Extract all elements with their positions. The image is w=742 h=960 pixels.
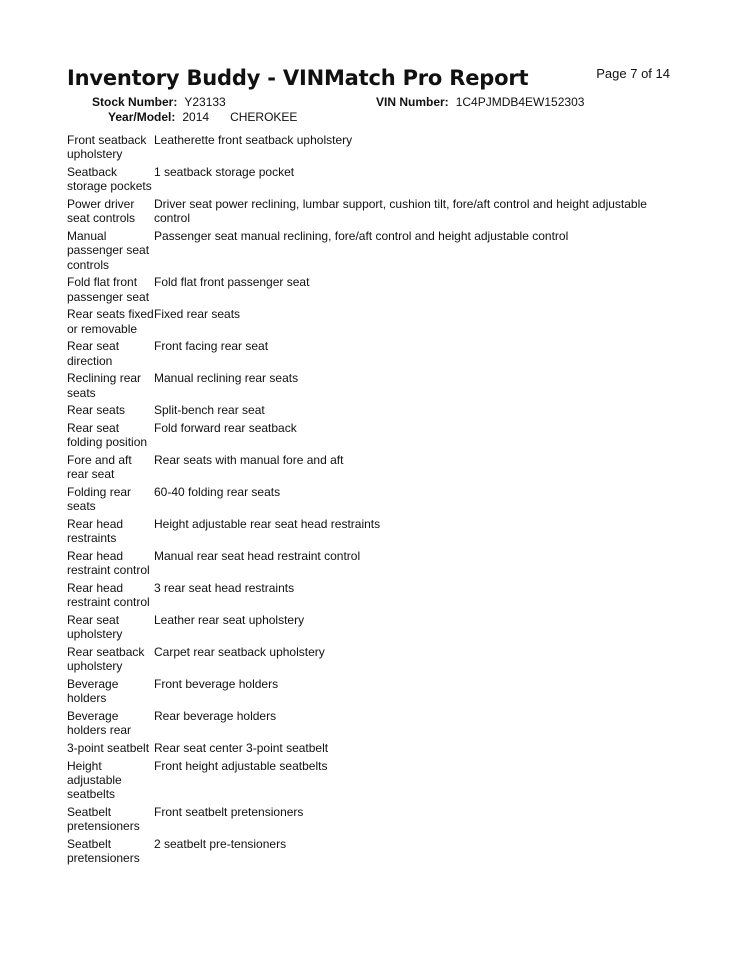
report-title: Inventory Buddy - VINMatch Pro Report [67, 66, 529, 90]
spec-label: 3-point seatbelt [67, 741, 150, 755]
spec-value: Leather rear seat upholstery [154, 613, 305, 627]
spec-label: Power driver seat controls [67, 197, 136, 226]
spec-label: Beverage holders rear [67, 709, 132, 738]
spec-value: Carpet rear seatback upholstery [154, 645, 325, 659]
spec-row [67, 613, 677, 642]
spec-row [67, 485, 677, 514]
stock-number-label: Stock Number: [92, 95, 178, 109]
spec-label: Rear seat upholstery [67, 613, 123, 642]
spec-value: Fold flat front passenger seat [154, 275, 310, 290]
spec-row [67, 709, 677, 738]
spec-value: Front beverage holders [154, 677, 279, 691]
vin-number-label: VIN Number: [376, 95, 449, 109]
spec-label: Folding rear seats [67, 485, 132, 514]
spec-row [67, 403, 677, 417]
spec-value: Driver seat power reclining, lumbar support, cushion tilt, fore/aft control and height adjustable control [154, 197, 647, 226]
spec-label: Beverage holders [67, 677, 119, 706]
spec-value: Rear beverage holders [154, 709, 277, 723]
spec-row [67, 165, 677, 194]
spec-row [67, 197, 677, 226]
stock-number-value: Y23133 [184, 95, 226, 109]
spec-value: 60-40 folding rear seats [154, 485, 281, 499]
spec-list [67, 133, 677, 869]
spec-row [67, 805, 677, 834]
spec-value: Fixed rear seats [154, 307, 241, 322]
spec-label: Rear head restraint control [67, 549, 150, 578]
spec-value: Front height adjustable seatbelts [154, 758, 328, 773]
spec-value: Leatherette front seatback upholstery [154, 133, 353, 147]
spec-value: 1 seatback storage pocket [154, 165, 295, 179]
spec-row [67, 275, 677, 304]
vin-number [376, 95, 584, 109]
spec-label: Seatbelt pretensioners [67, 805, 140, 834]
spec-label: Rear seats fixed or removable [67, 307, 154, 336]
spec-value: Rear seats with manual fore and aft [154, 453, 344, 467]
spec-row [67, 645, 677, 674]
spec-value: Split-bench rear seat [154, 403, 265, 418]
spec-value: 3 rear seat head restraints [154, 581, 295, 595]
spec-label: Rear seat folding position [67, 421, 148, 450]
spec-row [67, 307, 677, 336]
year-model-label: Year/Model: [108, 110, 176, 124]
spec-value: Front seatbelt pretensioners [154, 805, 304, 819]
spec-value: Passenger seat manual reclining, fore/aft control and height adjustable control [154, 229, 569, 243]
spec-label: Front seatback upholstery [67, 133, 147, 162]
year-model [108, 110, 297, 124]
spec-value: Manual reclining rear seats [154, 371, 299, 386]
spec-row [67, 229, 677, 272]
spec-row [67, 759, 677, 802]
spec-row [67, 549, 677, 578]
spec-label: Reclining rear seats [67, 371, 142, 400]
stock-number [92, 95, 226, 109]
spec-value: Height adjustable rear seat head restraints [154, 517, 381, 531]
spec-label: Fold flat front passenger seat [67, 275, 150, 304]
spec-row [67, 837, 677, 866]
spec-row [67, 453, 677, 482]
model-value: CHEROKEE [230, 110, 298, 124]
spec-label: Rear head restraints [67, 517, 124, 546]
spec-row [67, 421, 677, 450]
spec-label: Manual passenger seat controls [67, 229, 150, 272]
page-number: Page 7 of 14 [596, 66, 670, 81]
spec-row [67, 371, 677, 400]
spec-value: Front facing rear seat [154, 339, 269, 354]
spec-value: Rear seat center 3-point seatbelt [154, 741, 329, 755]
spec-label: Fore and aft rear seat [67, 453, 132, 482]
spec-value: 2 seatbelt pre-tensioners [154, 837, 287, 851]
spec-row [67, 677, 677, 706]
spec-value: Manual rear seat head restraint control [154, 549, 361, 563]
year-value: 2014 [182, 110, 210, 124]
spec-label: Rear seatback upholstery [67, 645, 145, 674]
spec-label: Rear seats [67, 403, 126, 418]
spec-label: Seatbelt pretensioners [67, 837, 140, 866]
spec-label: Rear head restraint control [67, 581, 150, 610]
spec-row [67, 517, 677, 546]
spec-label: Height adjustable seatbelts [67, 758, 122, 802]
spec-row [67, 741, 677, 755]
spec-row [67, 581, 677, 610]
spec-row [67, 133, 677, 162]
spec-label: Seatback storage pockets [67, 165, 152, 194]
spec-value: Fold forward rear seatback [154, 421, 297, 435]
spec-label: Rear seat direction [67, 339, 120, 368]
vin-number-value: 1C4PJMDB4EW152303 [455, 95, 585, 109]
spec-row [67, 339, 677, 368]
